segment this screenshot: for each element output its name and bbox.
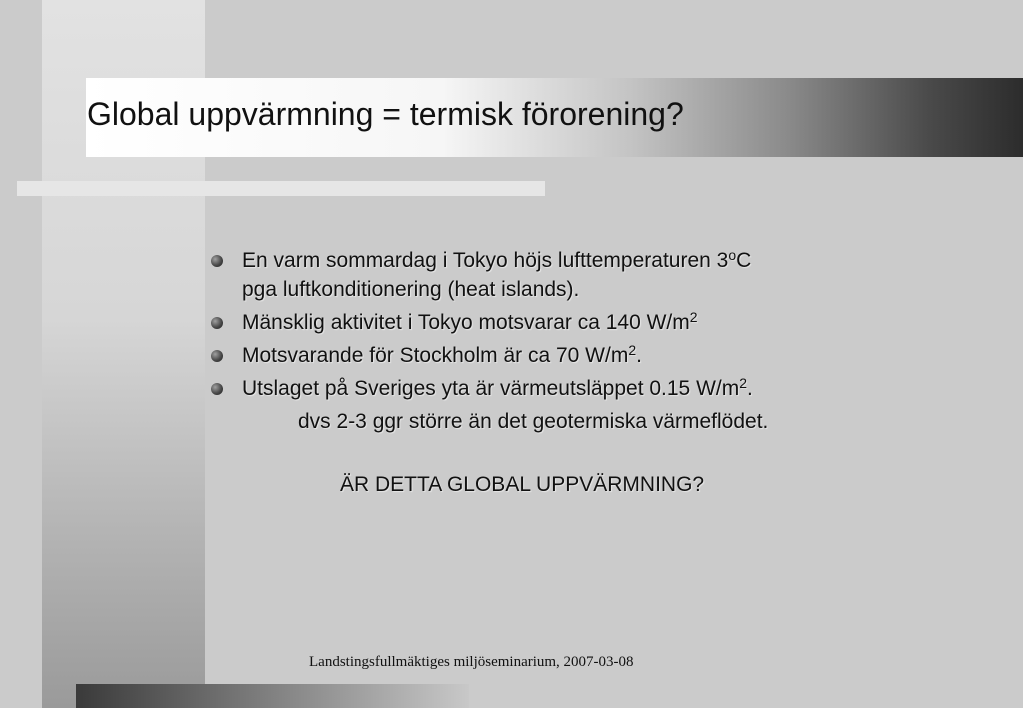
bullet-dot-icon [211, 255, 223, 267]
bullet-superscript: 2 [739, 375, 748, 391]
bullet-text: Mänsklig aktivitet i Tokyo motsvarar ca 140 W/m [242, 311, 690, 334]
bullet-list [210, 246, 950, 403]
bottom-gradient-bar [76, 684, 469, 708]
bullet-item [210, 308, 950, 337]
slide-footer: Landstingsfullmäktiges miljöseminarium, 2007-03-08 [309, 654, 634, 670]
bullet-text-tail: . [747, 377, 753, 400]
bullet-text: En varm sommardag i Tokyo höjs lufttemperaturen 3 [242, 249, 729, 272]
bullet-dot-icon [211, 383, 223, 395]
bullet-text: Utslaget på Sveriges yta är värmeutsläppet 0.15 W/m [242, 377, 740, 400]
slide-content [210, 246, 950, 499]
bullet-superscript: 2 [689, 309, 698, 325]
bullet-item [210, 246, 950, 304]
closing-question: ÄR DETTA GLOBAL UPPVÄRMNING? [340, 473, 705, 496]
bullet-superscript: o [728, 247, 737, 263]
bullet-text: Motsvarande för Stockholm är ca 70 W/m [242, 344, 629, 367]
title-divider [17, 181, 545, 196]
bullet-dot-icon [211, 350, 223, 362]
bullet-item [210, 341, 950, 370]
bullet-text-tail: C [736, 249, 752, 272]
bullet-superscript: 2 [628, 342, 637, 358]
bullet-dot-icon [211, 317, 223, 329]
bullet-text-tail: . [636, 344, 642, 367]
indented-note: dvs 2-3 ggr större än det geotermiska värmeflödet. [298, 410, 769, 433]
bullet-item [210, 374, 950, 403]
bullet-text-line2: pga luftkonditionering (heat islands). [242, 278, 580, 301]
slide-title: Global uppvärmning = termisk förorening? [87, 96, 684, 132]
